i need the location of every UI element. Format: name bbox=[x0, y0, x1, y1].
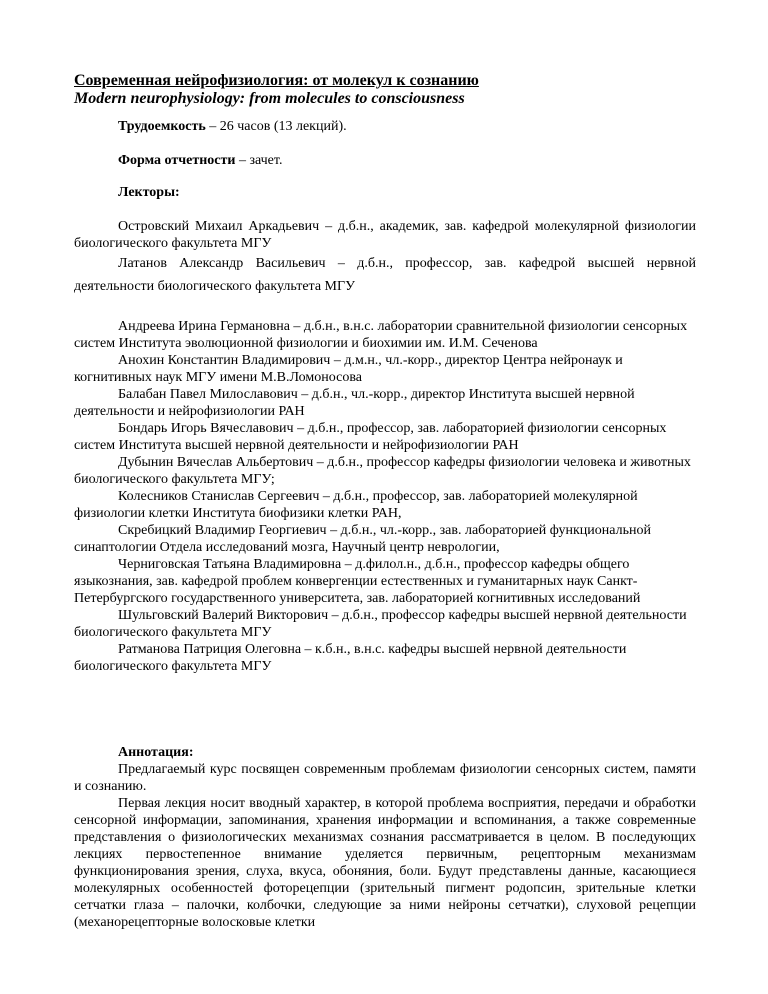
title-russian: Современная нейрофизиология: от молекул к сознанию bbox=[74, 72, 479, 89]
lecturers-label: Лекторы: bbox=[118, 185, 180, 200]
lecturer-entry: Колесников Станислав Сергеевич – д.б.н., профессор, зав. лабораторией молекулярной физиологии клетки Института биофизики клетки РАН, bbox=[74, 489, 638, 521]
annotation-paragraph: Первая лекция носит вводный характер, в которой проблема восприятия, передачи и обработки сенсорной информации, запоминания, хранения информации и вспоминания, а также современные представления о физиологических механизмах сознания рассматривается в целом. В последующих лекциях первостепенное внимание уделяется первичным, рецепторным механизмам функционирования зрения, слуха, вкуса, обоняния, боли. Будут представлены данные, касающиеся молекулярных особенностей фоторецепции (зрительный пигмент родопсин, зрительные клетки сетчатки глаза – палочки, колбочки, следующие за ними нейроны сетчатки), слуховой рецепции (механорецепторные волосковые клетки bbox=[74, 796, 696, 930]
lecturer-entry: Бондарь Игорь Вячеславович – д.б.н., профессор, зав. лабораторией физиологии сенсорных систем Института высшей нервной деятельности и нейрофизиологии РАН bbox=[74, 421, 667, 453]
annotation-label: Аннотация: bbox=[118, 745, 194, 760]
lecturer-entry: Шульговский Валерий Викторович – д.б.н., профессор кафедры высшей нервной деятельности биологического факультета МГУ bbox=[74, 608, 687, 640]
lecturer-entry: Андреева Ирина Германовна – д.б.н., в.н.с. лаборатории сравнительной физиологии сенсорных систем Института эволюционной физиологии и биохимии им. И.М. Сеченова bbox=[74, 319, 688, 351]
labor-value: – 26 часов (13 лекций). bbox=[205, 119, 347, 134]
document-content bbox=[74, 72, 696, 931]
labor-line bbox=[118, 118, 696, 135]
lecturer-entry: Скребицкий Владимир Георгиевич – д.б.н., чл.-корр., зав. лабораторией функциональной синаптологии Отдела исследований мозга, Научный центр неврологии, bbox=[74, 523, 651, 555]
form-value: – зачет. bbox=[235, 153, 283, 168]
lecturers-list bbox=[74, 318, 696, 675]
form-label: Форма отчетности bbox=[118, 153, 236, 168]
main-lecturer: Латанов Александр Васильевич – д.б.н., профессор, зав. кафедрой высшей нервной деятельности биологического факультета МГУ bbox=[74, 256, 696, 294]
form-line bbox=[118, 152, 696, 169]
lecturer-entry: Балабан Павел Милославович – д.б.н., чл.-корр., директор Института высшей нервной деятельности и нейрофизиологии РАН bbox=[74, 387, 635, 419]
main-lecturer: Островский Михаил Аркадьевич – д.б.н., академик, зав. кафедрой молекулярной физиологии биологического факультета МГУ bbox=[74, 219, 696, 251]
annotation-paragraph: Предлагаемый курс посвящен современным проблемам физиологии сенсорных систем, памяти и сознанию. bbox=[74, 762, 696, 794]
lecturer-entry: Дубынин Вячеслав Альбертович – д.б.н., профессор кафедры физиологии человека и животных биологического факультета МГУ; bbox=[74, 455, 691, 487]
lecturer-entry: Ратманова Патриция Олеговна – к.б.н., в.н.с. кафедры высшей нервной деятельности биологического факультета МГУ bbox=[74, 642, 627, 674]
lecturer-entry: Анохин Константин Владимирович – д.м.н., чл.-корр., директор Центра нейронаук и когнитивных наук МГУ имени М.В.Ломоносова bbox=[74, 353, 623, 385]
lecturer-entry: Черниговская Татьяна Владимировна – д.филол.н., д.б.н., профессор кафедры общего языкознания, зав. кафедрой проблем конвергенции естественных и гуманитарных наук Санкт-Петербургского государственного университета, зав. лабораторией когнитивных исследований bbox=[74, 557, 641, 606]
title-english: Modern neurophysiology: from molecules to consciousness bbox=[74, 90, 465, 107]
labor-label: Трудоемкость bbox=[118, 119, 206, 134]
